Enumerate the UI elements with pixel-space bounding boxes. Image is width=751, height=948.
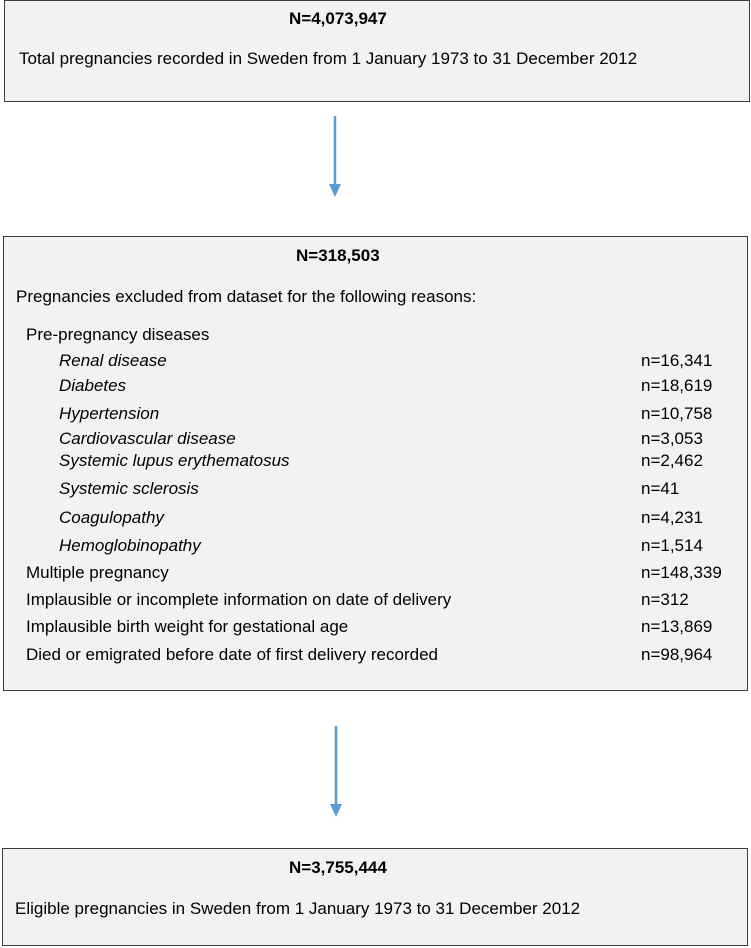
- exclusion-label: Implausible birth weight for gestational age: [26, 617, 349, 636]
- exclusion-row-systemic-sclerosis: [4, 479, 747, 501]
- exclusion-count: n=18,619: [641, 376, 713, 395]
- exclusion-count: n=312: [641, 590, 689, 609]
- total-count-heading: N=4,073,947: [289, 9, 387, 28]
- exclusion-row-birth-weight: [4, 617, 747, 639]
- excluded-pregnancies-box: [3, 236, 748, 691]
- exclusion-row-hemoglobinopathy: [4, 536, 747, 558]
- exclusion-count: n=13,869: [641, 617, 713, 636]
- exclusion-label: Died or emigrated before date of first delivery recorded: [26, 645, 438, 664]
- exclusion-row-diabetes: [4, 376, 747, 398]
- exclusion-label: Renal disease: [59, 351, 167, 370]
- eligible-pregnancies-box: [2, 848, 748, 946]
- total-pregnancies-box: [4, 0, 750, 102]
- exclusion-label: Coagulopathy: [59, 508, 164, 527]
- exclusion-count: n=148,339: [641, 563, 722, 582]
- exclusion-count: n=1,514: [641, 536, 703, 555]
- pre-pregnancy-diseases-label: Pre-pregnancy diseases: [26, 325, 210, 344]
- exclusion-count: n=4,231: [641, 508, 703, 527]
- exclusion-row-delivery-date: [4, 590, 747, 612]
- down-arrow-1: [325, 116, 345, 198]
- exclusion-label: Systemic sclerosis: [59, 479, 199, 498]
- exclusion-label: Diabetes: [59, 376, 127, 395]
- exclusion-count: n=41: [641, 479, 680, 498]
- excluded-count-heading: N=318,503: [296, 246, 380, 265]
- total-description: Total pregnancies recorded in Sweden from 1 January 1973 to 31 December 2012: [19, 49, 638, 68]
- exclusion-count: n=98,964: [641, 645, 713, 664]
- exclusion-label: Cardiovascular disease: [59, 429, 236, 448]
- exclusion-count: n=3,053: [641, 429, 703, 448]
- exclusion-label: Multiple pregnancy: [26, 563, 169, 582]
- exclusion-count: n=2,462: [641, 451, 703, 470]
- exclusion-label: Hypertension: [59, 404, 160, 423]
- exclusion-row-cardiovascular-disease: [4, 429, 747, 451]
- exclusion-label: Implausible or incomplete information on date of delivery: [26, 590, 452, 609]
- exclusion-row-systemic-lupus-erythematosus: [4, 451, 747, 473]
- excluded-description: Pregnancies excluded from dataset for the following reasons:: [16, 287, 477, 306]
- exclusion-row-hypertension: [4, 404, 747, 426]
- down-arrow-2: [326, 726, 346, 818]
- exclusion-row-renal-disease: [4, 351, 747, 373]
- exclusion-row-multiple-pregnancy: [4, 563, 747, 585]
- exclusion-row-coagulopathy: [4, 508, 747, 530]
- exclusion-row-died-or-emigrated: [4, 645, 747, 667]
- exclusion-count: n=10,758: [641, 404, 713, 423]
- exclusion-label: Systemic lupus erythematosus: [59, 451, 290, 470]
- exclusion-label: Hemoglobinopathy: [59, 536, 201, 555]
- exclusion-count: n=16,341: [641, 351, 713, 370]
- eligible-count-heading: N=3,755,444: [289, 858, 387, 877]
- eligible-description: Eligible pregnancies in Sweden from 1 January 1973 to 31 December 2012: [15, 899, 581, 918]
